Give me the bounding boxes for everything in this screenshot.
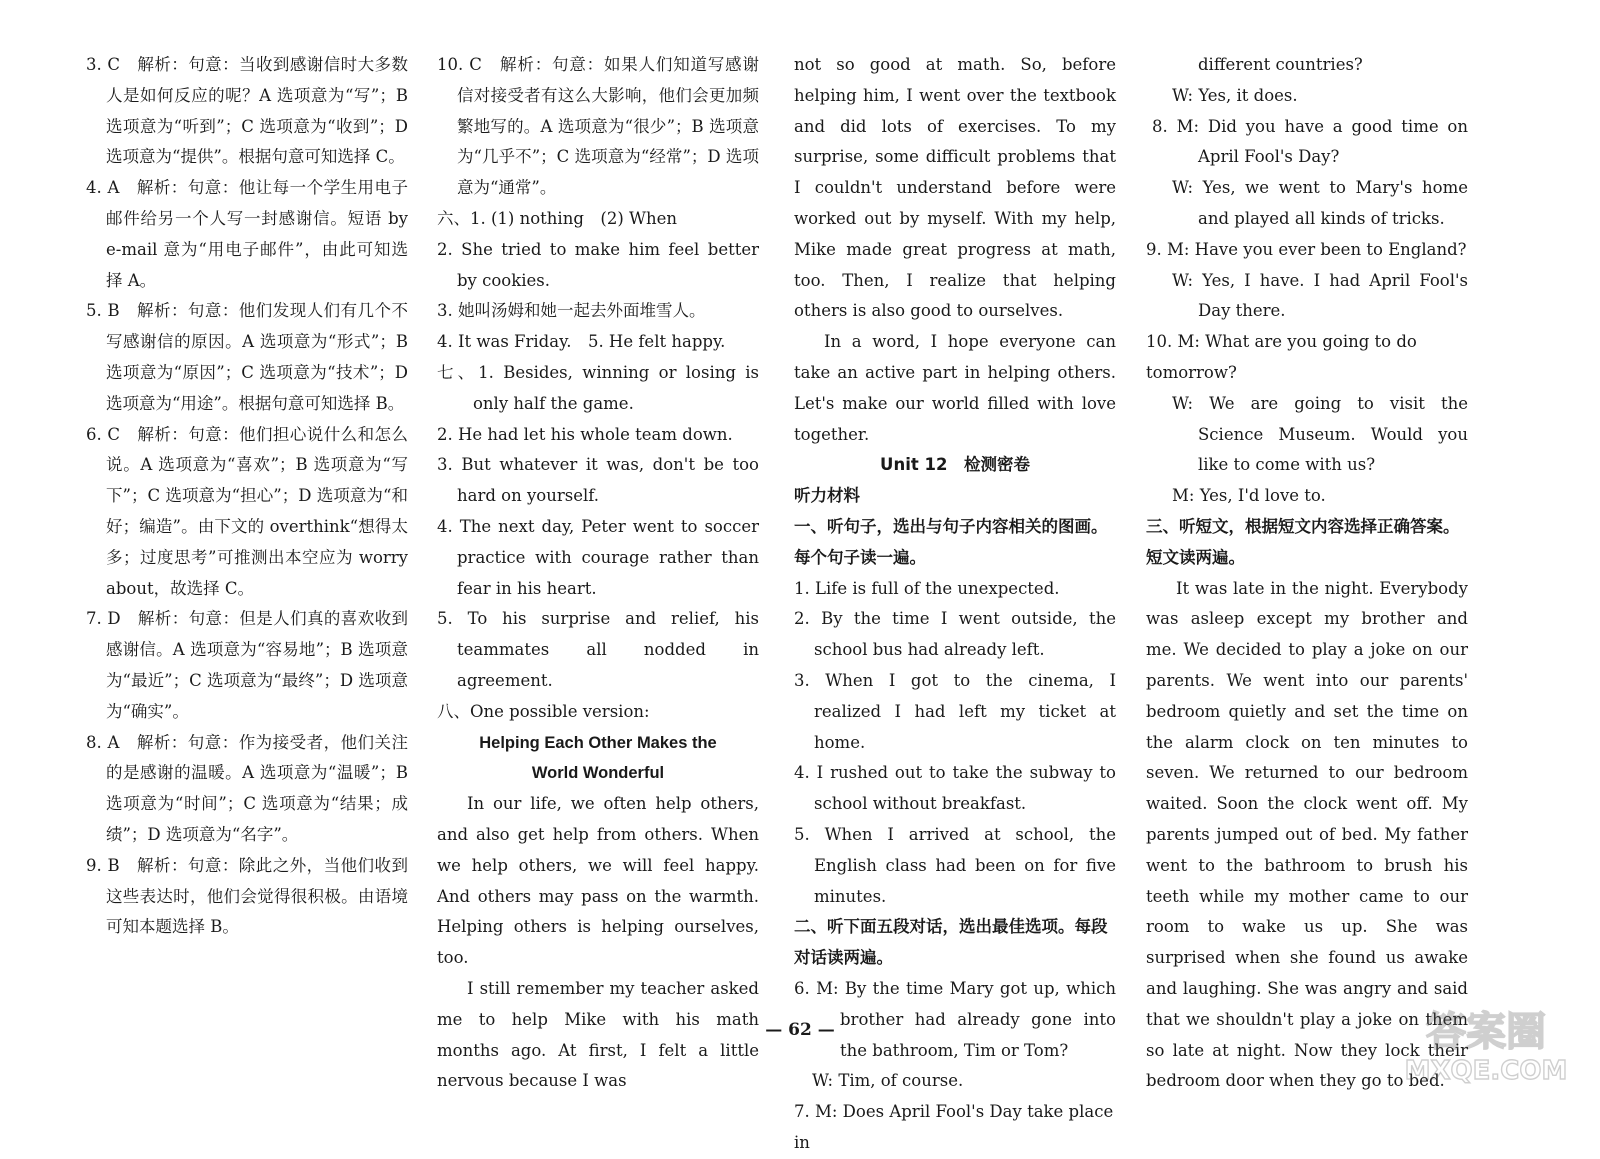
listening-sentence-1: 1. Life is full of the unexpected. bbox=[794, 578, 1060, 598]
listening-title: 听力材料 bbox=[794, 486, 860, 506]
dialogue-6-woman: W: Tim, of course. bbox=[812, 1071, 964, 1091]
section-7-item-2: 2. He had let his whole team down. bbox=[437, 424, 733, 444]
section-6-item-1: 六、1. (1) nothing (2) When bbox=[437, 208, 677, 228]
dialogue-10-man: 10. M: What are you going to do tomorrow? bbox=[1146, 332, 1417, 382]
page-number: — 62 — bbox=[765, 1020, 835, 1040]
listening-section-3-heading: 三、听短文，根据短文内容选择正确答案。短文读两遍。 bbox=[1146, 516, 1460, 567]
section-7-item-4: 4. The next day, Peter went to soccer practice with courage rather than fear in his heart. bbox=[437, 516, 759, 598]
essay-title-line-2: World Wonderful bbox=[531, 764, 665, 783]
unit-title: Unit 12 检测密卷 bbox=[880, 455, 1030, 475]
dialogue-8-man: 8. M: Did you have a good time on April Fool's Day? bbox=[1152, 116, 1468, 167]
dialogue-9-woman: W: Yes, I have. I had April Fool's Day there. bbox=[1172, 270, 1468, 321]
dialogue-6-man: 6. M: By the time Mary got up, which brother had already gone into the bathroom, Tim or Tom? bbox=[794, 978, 1116, 1060]
section-8-heading: 八、One possible version: bbox=[437, 701, 650, 721]
listening-sentence-5: 5. When I arrived at school, the English class had been on for five minutes. bbox=[794, 824, 1116, 906]
essay-paragraph-2-continued: not so good at math. So, before helping him, I went over the textbook and did lots of exercises. To my surprise, some difficult problems that I couldn't understand before were worked out by myself. With my help, Mike made great progress at math, too. Then, I realize that helping others is also good to ourselves. bbox=[794, 55, 1116, 321]
listening-section-2-heading: 二、听下面五段对话，选出最佳选项。每段对话读两遍。 bbox=[794, 917, 1108, 968]
listening-sentence-2: 2. By the time I went outside, the school bus had already left. bbox=[794, 609, 1116, 660]
watermark-logo bbox=[1386, 1001, 1586, 1085]
essay-title-line-1: Helping Each Other Makes the bbox=[479, 733, 717, 752]
dialogue-10-woman: W: We are going to visit the Science Museum. Would you like to come with us? bbox=[1172, 393, 1468, 475]
section-7-item-1: 七、1. Besides, winning or losing is only half the game. bbox=[437, 362, 759, 413]
dialogue-9-man: 9. M: Have you ever been to England? bbox=[1146, 239, 1467, 259]
section-6-item-3: 3. 她叫汤姆和她一起去外面堆雪人。 bbox=[437, 301, 706, 321]
listening-section-1-heading: 一、听句子，选出与句子内容相关的图画。每个句子读一遍。 bbox=[794, 516, 1108, 567]
column-4 bbox=[1146, 50, 1468, 1097]
answer-10: 10. C 解析：句意：如果人们知道写感谢信对接受者有这么大影响，他们会更加频繁地写的。A 选项意为“很少”；B 选项意为“几乎不”；C 选项意为“经常”；D 选项意为“通常”。 bbox=[437, 55, 759, 198]
answer-5: 5. B 解析：句意：他们发现人们有几个不写感谢信的原因。A 选项意为“形式”；B 选项意为“原因”；C 选项意为“技术”；D 选项意为“用途”。根据句意可知选择 B。 bbox=[86, 301, 408, 413]
dialogue-7-man-continued: different countries? bbox=[1198, 55, 1363, 74]
answer-7: 7. D 解析：句意：但是人们真的喜欢收到感谢信。A 选项意为“容易地”；B 选项意为“最近”；C 选项意为“最终”；D 选项意为“确实”。 bbox=[86, 609, 408, 721]
section-7-item-3: 3. But whatever it was, don't be too hard on yourself. bbox=[437, 455, 759, 506]
section-7-item-5: 5. To his surprise and relief, his teammates all nodded in agreement. bbox=[437, 609, 759, 690]
essay-paragraph-1: In our life, we often help others, and also get help from others. When we help others, we will feel happy. And others may pass on the warmth. Helping others is helping ourselves, too. bbox=[437, 794, 759, 968]
answer-9: 9. B 解析：句意：除此之外，当他们收到这些表达时，他们会觉得很积极。由语境可知本题选择 B。 bbox=[86, 855, 408, 937]
listening-sentence-4: 4. I rushed out to take the subway to school without breakfast. bbox=[794, 763, 1116, 814]
answer-3: 3. C 解析：句意：当收到感谢信时大多数人是如何反应的呢？A 选项意为“写”；B 选项意为“听到”；C 选项意为“收到”；D 选项意为“提供”。根据句意可知选择 C。 bbox=[86, 55, 408, 167]
answer-8: 8. A 解析：句意：作为接受者，他们关注的是感谢的温暖。A 选项意为“温暖”；B 选项意为“时间”；C 选项意为“结果；成绩”；D 选项意为“名字”。 bbox=[86, 732, 408, 844]
essay-paragraph-2: I still remember my teacher asked me to help Mike with his math months ago. At first, I felt a little nervous because I was bbox=[437, 978, 759, 1091]
dialogue-8-woman: W: Yes, we went to Mary's home and played all kinds of tricks. bbox=[1172, 178, 1468, 228]
dialogue-10-man-reply: M: Yes, I'd love to. bbox=[1172, 486, 1326, 506]
answer-4: 4. A 解析：句意：他让每一个学生用电子邮件给另一个人写一封感谢信。短语 by e-mail 意为“用电子邮件”，由此可知选择 A。 bbox=[86, 178, 408, 290]
column-1 bbox=[86, 50, 408, 943]
dialogue-7-man: 7. M: Does April Fool's Day take place in bbox=[794, 1102, 1114, 1152]
section-6-item-2: 2. She tried to make him feel better by cookies. bbox=[437, 239, 759, 290]
watermark-text-top: 答案圈 bbox=[1426, 1009, 1546, 1055]
watermark-text-bottom: MXQE.COM bbox=[1404, 1056, 1568, 1085]
dialogue-7-woman: W: Yes, it does. bbox=[1172, 85, 1298, 105]
essay-paragraph-3: In a word, I hope everyone can take an active part in helping others. Let's make our world filled with love together. bbox=[794, 332, 1116, 444]
listening-passage: It was late in the night. Everybody was asleep except my brother and me. We decided to play a joke on our parents. We went into our parents' bedroom quietly and set the time on the alarm clock on ten minutes to seven. We returned to our bedroom waited. Soon the clock went off. My parents jumped out of bed. My father went to the bathroom to brush his teeth while my mother came to our room to wake us up. She was surprised when she found us awake and laughing. She was angry and said that we shouldn't play a joke on them so late at night. Now they lock their bedroom door when they go to bed. bbox=[1146, 578, 1468, 1091]
listening-sentence-3: 3. When I got to the cinema, I realized I had left my ticket at home. bbox=[794, 670, 1116, 752]
section-6-item-4-5: 4. It was Friday. 5. He felt happy. bbox=[437, 332, 726, 352]
answer-6: 6. C 解析：句意：他们担心说什么和怎么说。A 选项意为“喜欢”；B 选项意为“写下”；C 选项意为“担心”；D 选项意为“和好；编造”。由下文的 overthink“想得太多；过度思考”可推测出本空应为 worry about，故选择 C。 bbox=[86, 424, 408, 598]
column-2 bbox=[437, 50, 759, 1097]
column-3 bbox=[794, 50, 1116, 1159]
